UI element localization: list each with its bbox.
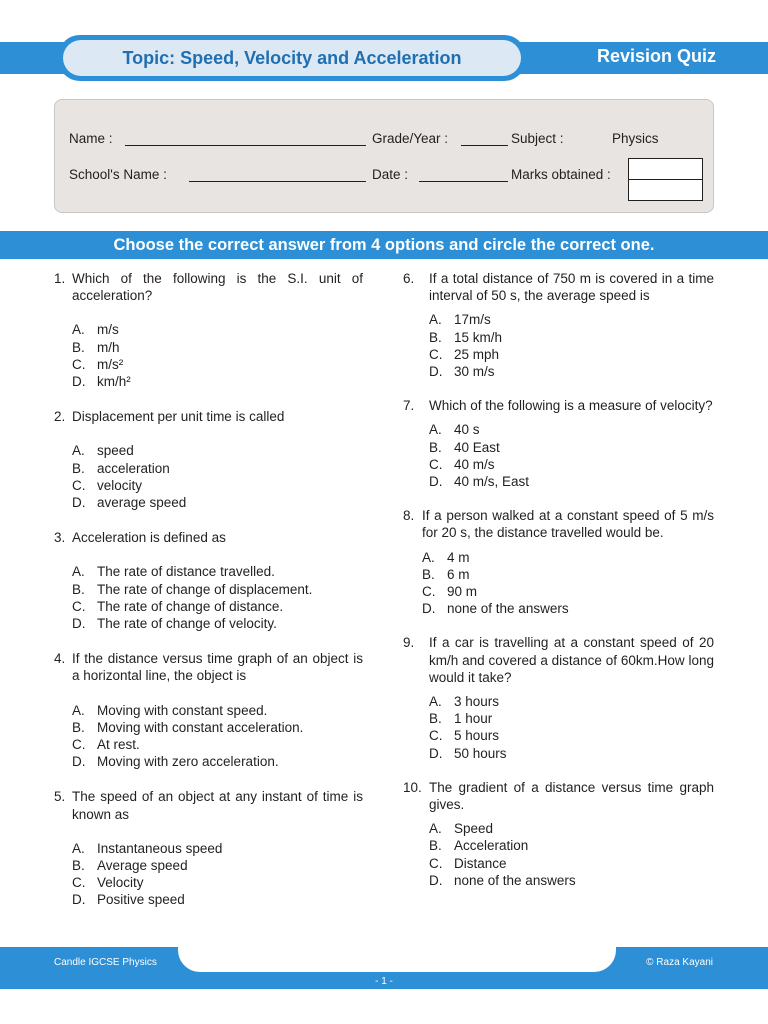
option-text: Speed	[454, 821, 494, 837]
option-letter: A.	[429, 312, 442, 328]
option-text: 1 hour	[454, 711, 493, 727]
answer-options	[429, 311, 714, 380]
option-letter: D.	[422, 601, 436, 617]
answer-options	[72, 442, 363, 511]
option-letter: C.	[422, 584, 436, 600]
option-letter: A.	[422, 549, 435, 565]
option-letter: B.	[72, 581, 85, 597]
subject-value: Physics	[612, 131, 659, 146]
option-letter: C.	[72, 875, 86, 891]
question-5	[54, 788, 363, 908]
answer-options	[72, 563, 363, 632]
option-text: Acceleration	[454, 838, 529, 854]
option-text: 40 m/s	[454, 456, 495, 472]
option-text: none of the answers	[447, 601, 569, 617]
question-text-row	[54, 650, 363, 684]
answer-option-b[interactable]	[429, 837, 714, 854]
option-letter: D.	[429, 745, 443, 761]
option-letter: C.	[72, 737, 86, 753]
answer-option-b[interactable]	[429, 439, 714, 456]
option-text: acceleration	[97, 460, 170, 476]
instruction-text: Choose the correct answer from 4 options and circle the correct one.	[113, 235, 655, 254]
option-text: 6 m	[447, 566, 470, 582]
option-letter: D.	[429, 872, 443, 888]
answer-option-a[interactable]	[72, 321, 363, 338]
school-name-label: School's Name :	[69, 167, 167, 182]
answer-option-d[interactable]	[429, 745, 714, 762]
option-text: Moving with zero acceleration.	[97, 754, 279, 770]
option-text: The rate of change of displacement.	[97, 581, 313, 597]
topic-banner-inner	[63, 40, 521, 76]
answer-options	[422, 549, 714, 618]
answer-option-b[interactable]	[72, 857, 363, 874]
question-number: 8.	[403, 508, 415, 524]
option-letter: A.	[429, 694, 442, 710]
question-number: 1.	[54, 271, 66, 286]
name-label: Name :	[69, 131, 113, 146]
option-text: m/h	[97, 339, 120, 355]
question-text: Which of the following is the S.I. unit of acceleration?	[72, 271, 363, 304]
question-text-row	[54, 529, 363, 546]
option-letter: B.	[429, 439, 442, 455]
answer-option-c[interactable]	[422, 583, 714, 600]
answer-options	[72, 702, 363, 771]
option-letter: A.	[72, 702, 85, 718]
answer-option-a[interactable]	[429, 693, 714, 710]
question-text: If a car is travelling at a constant speed of 20 km/h and covered a distance of 60km.How long would it take?	[429, 635, 714, 685]
revision-quiz-label: Revision Quiz	[596, 46, 716, 66]
option-letter: D.	[72, 495, 86, 511]
option-letter: C.	[429, 855, 443, 871]
answer-option-b[interactable]	[429, 710, 714, 727]
option-text: The rate of distance travelled.	[97, 564, 275, 580]
question-text-row	[403, 779, 714, 813]
grade-line[interactable]	[461, 145, 508, 146]
question-number: 5.	[54, 789, 66, 805]
answer-option-d[interactable]	[72, 891, 363, 908]
question-text: The speed of an object at any instant of time is known as	[72, 789, 363, 822]
option-text: 4 m	[447, 549, 470, 565]
option-letter: D.	[72, 892, 86, 908]
answer-option-a[interactable]	[429, 820, 714, 837]
option-letter: B.	[72, 460, 85, 476]
question-text: The gradient of a distance versus time graph gives.	[429, 779, 714, 813]
option-text: 30 m/s	[454, 364, 495, 380]
instruction-band	[0, 231, 768, 259]
question-8	[403, 507, 714, 617]
answer-option-a[interactable]	[429, 311, 714, 328]
question-number: 9.	[403, 635, 415, 651]
option-text: speed	[97, 443, 134, 459]
option-text: 5 hours	[454, 728, 500, 744]
question-text-row	[403, 507, 714, 541]
answer-option-d[interactable]	[429, 363, 714, 380]
answer-option-a[interactable]	[72, 442, 363, 459]
footer-copyright: © Raza Kayani	[646, 957, 713, 968]
question-number: 10.	[403, 779, 422, 795]
date-label: Date :	[372, 167, 409, 182]
question-7	[403, 397, 714, 490]
question-text-row	[54, 788, 363, 822]
option-text: 40 m/s, East	[454, 474, 530, 490]
footer-notch	[178, 947, 616, 972]
answer-option-b[interactable]	[72, 719, 363, 736]
page-number: - 1 -	[375, 976, 393, 987]
question-2	[54, 408, 363, 511]
marks-label: Marks obtained :	[511, 167, 611, 182]
question-number: 6.	[403, 271, 415, 286]
footer-course: Candle IGCSE Physics	[54, 957, 157, 968]
question-text: If a total distance of 750 m is covered in a time interval of 50 s, the average speed is	[429, 271, 714, 304]
answer-option-d[interactable]	[72, 615, 363, 632]
option-text: 90 m	[447, 584, 478, 600]
option-letter: B.	[429, 329, 442, 345]
option-letter: C.	[429, 456, 443, 472]
answer-option-c[interactable]	[72, 477, 363, 494]
answer-option-a[interactable]	[72, 702, 363, 719]
question-text-row	[54, 408, 363, 425]
question-text-row	[403, 270, 714, 304]
question-number: 7.	[403, 398, 415, 414]
option-letter: B.	[429, 838, 442, 854]
option-text: 25 mph	[454, 346, 500, 362]
option-letter: A.	[429, 821, 442, 837]
question-4	[54, 650, 363, 770]
answer-option-d[interactable]	[429, 473, 714, 490]
option-letter: D.	[72, 374, 86, 390]
marks-box[interactable]	[628, 158, 703, 201]
option-text: Moving with constant speed.	[97, 702, 268, 718]
option-text: Instantaneous speed	[97, 840, 223, 856]
question-number: 3.	[54, 530, 66, 546]
answer-option-d[interactable]	[72, 494, 363, 511]
answer-option-c[interactable]	[72, 598, 363, 615]
option-text: Positive speed	[97, 892, 185, 908]
option-letter: C.	[429, 346, 443, 362]
option-text: m/s²	[97, 356, 124, 372]
option-text: Average speed	[97, 858, 188, 874]
option-letter: B.	[72, 339, 85, 355]
option-text: none of the answers	[454, 872, 576, 888]
answer-option-c[interactable]	[429, 727, 714, 744]
option-text: 40 s	[454, 422, 480, 438]
question-text-row	[403, 397, 714, 414]
topic-banner	[58, 35, 526, 81]
option-text: km/h²	[97, 374, 131, 390]
option-letter: A.	[72, 840, 85, 856]
option-letter: A.	[72, 443, 85, 459]
option-text: Moving with constant acceleration.	[97, 719, 304, 735]
answer-options	[429, 820, 714, 889]
questions-right-column	[403, 270, 714, 889]
answer-option-b[interactable]	[72, 581, 363, 598]
option-text: 40 East	[454, 439, 500, 455]
answer-option-c[interactable]	[429, 855, 714, 872]
option-text: At rest.	[97, 737, 140, 753]
option-text: 17m/s	[454, 312, 491, 328]
answer-option-b[interactable]	[72, 460, 363, 477]
grade-label: Grade/Year :	[372, 131, 449, 146]
option-letter: D.	[72, 616, 86, 632]
answer-option-c[interactable]	[429, 456, 714, 473]
option-letter: C.	[72, 598, 86, 614]
question-text: If the distance versus time graph of an object is a horizontal line, the object is	[72, 651, 363, 684]
question-text: Acceleration is defined as	[72, 530, 226, 546]
option-letter: B.	[429, 711, 442, 727]
option-text: Velocity	[97, 875, 144, 891]
option-text: 3 hours	[454, 694, 500, 710]
marks-divider	[629, 179, 702, 180]
name-line[interactable]	[125, 145, 366, 146]
option-letter: A.	[72, 564, 85, 580]
answer-option-a[interactable]	[422, 549, 714, 566]
answer-option-d[interactable]	[72, 373, 363, 390]
option-text: Distance	[454, 855, 507, 871]
answer-options	[72, 321, 363, 390]
question-10	[403, 779, 714, 889]
option-letter: C.	[72, 477, 86, 493]
option-letter: C.	[72, 356, 86, 372]
answer-options	[72, 840, 363, 909]
option-text: The rate of change of distance.	[97, 598, 284, 614]
school-name-line[interactable]	[189, 181, 366, 182]
question-text-row	[54, 270, 363, 304]
question-text: Displacement per unit time is called	[72, 409, 285, 425]
option-text: velocity	[97, 477, 143, 493]
answer-options	[429, 421, 714, 490]
answer-option-c[interactable]	[72, 874, 363, 891]
answer-option-a[interactable]	[429, 421, 714, 438]
question-1	[54, 270, 363, 390]
answer-option-b[interactable]	[422, 566, 714, 583]
student-info-box	[54, 99, 714, 213]
answer-option-a[interactable]	[72, 840, 363, 857]
option-letter: B.	[72, 719, 85, 735]
answer-option-d[interactable]	[429, 872, 714, 889]
option-letter: C.	[429, 728, 443, 744]
answer-options	[429, 693, 714, 762]
option-text: 15 km/h	[454, 329, 503, 345]
option-text: m/s	[97, 322, 119, 338]
answer-option-d[interactable]	[422, 600, 714, 617]
date-line[interactable]	[419, 181, 508, 182]
answer-option-c[interactable]	[429, 346, 714, 363]
answer-option-d[interactable]	[72, 753, 363, 770]
question-9	[403, 634, 714, 761]
option-letter: D.	[72, 754, 86, 770]
option-letter: A.	[429, 422, 442, 438]
option-letter: B.	[422, 566, 435, 582]
option-text: 50 hours	[454, 745, 507, 761]
option-text: average speed	[97, 495, 187, 511]
answer-option-b[interactable]	[72, 339, 363, 356]
option-text: The rate of change of velocity.	[97, 616, 277, 632]
topic-title: Topic: Speed, Velocity and Acceleration	[122, 47, 462, 68]
answer-option-c[interactable]	[72, 356, 363, 373]
question-text: If a person walked at a constant speed of 5 m/s for 20 s, the distance travelled would be.	[422, 508, 714, 541]
question-6	[403, 270, 714, 380]
answer-option-c[interactable]	[72, 736, 363, 753]
subject-label: Subject :	[511, 131, 564, 146]
option-letter: D.	[429, 474, 443, 490]
answer-option-b[interactable]	[429, 329, 714, 346]
option-letter: A.	[72, 322, 85, 338]
answer-option-a[interactable]	[72, 563, 363, 580]
option-letter: D.	[429, 364, 443, 380]
question-text: Which of the following is a measure of velocity?	[429, 398, 713, 414]
question-text-row	[403, 634, 714, 686]
option-letter: B.	[72, 858, 85, 874]
question-number: 2.	[54, 409, 66, 425]
question-3	[54, 529, 363, 632]
questions-left-column	[54, 270, 363, 909]
question-number: 4.	[54, 651, 66, 667]
